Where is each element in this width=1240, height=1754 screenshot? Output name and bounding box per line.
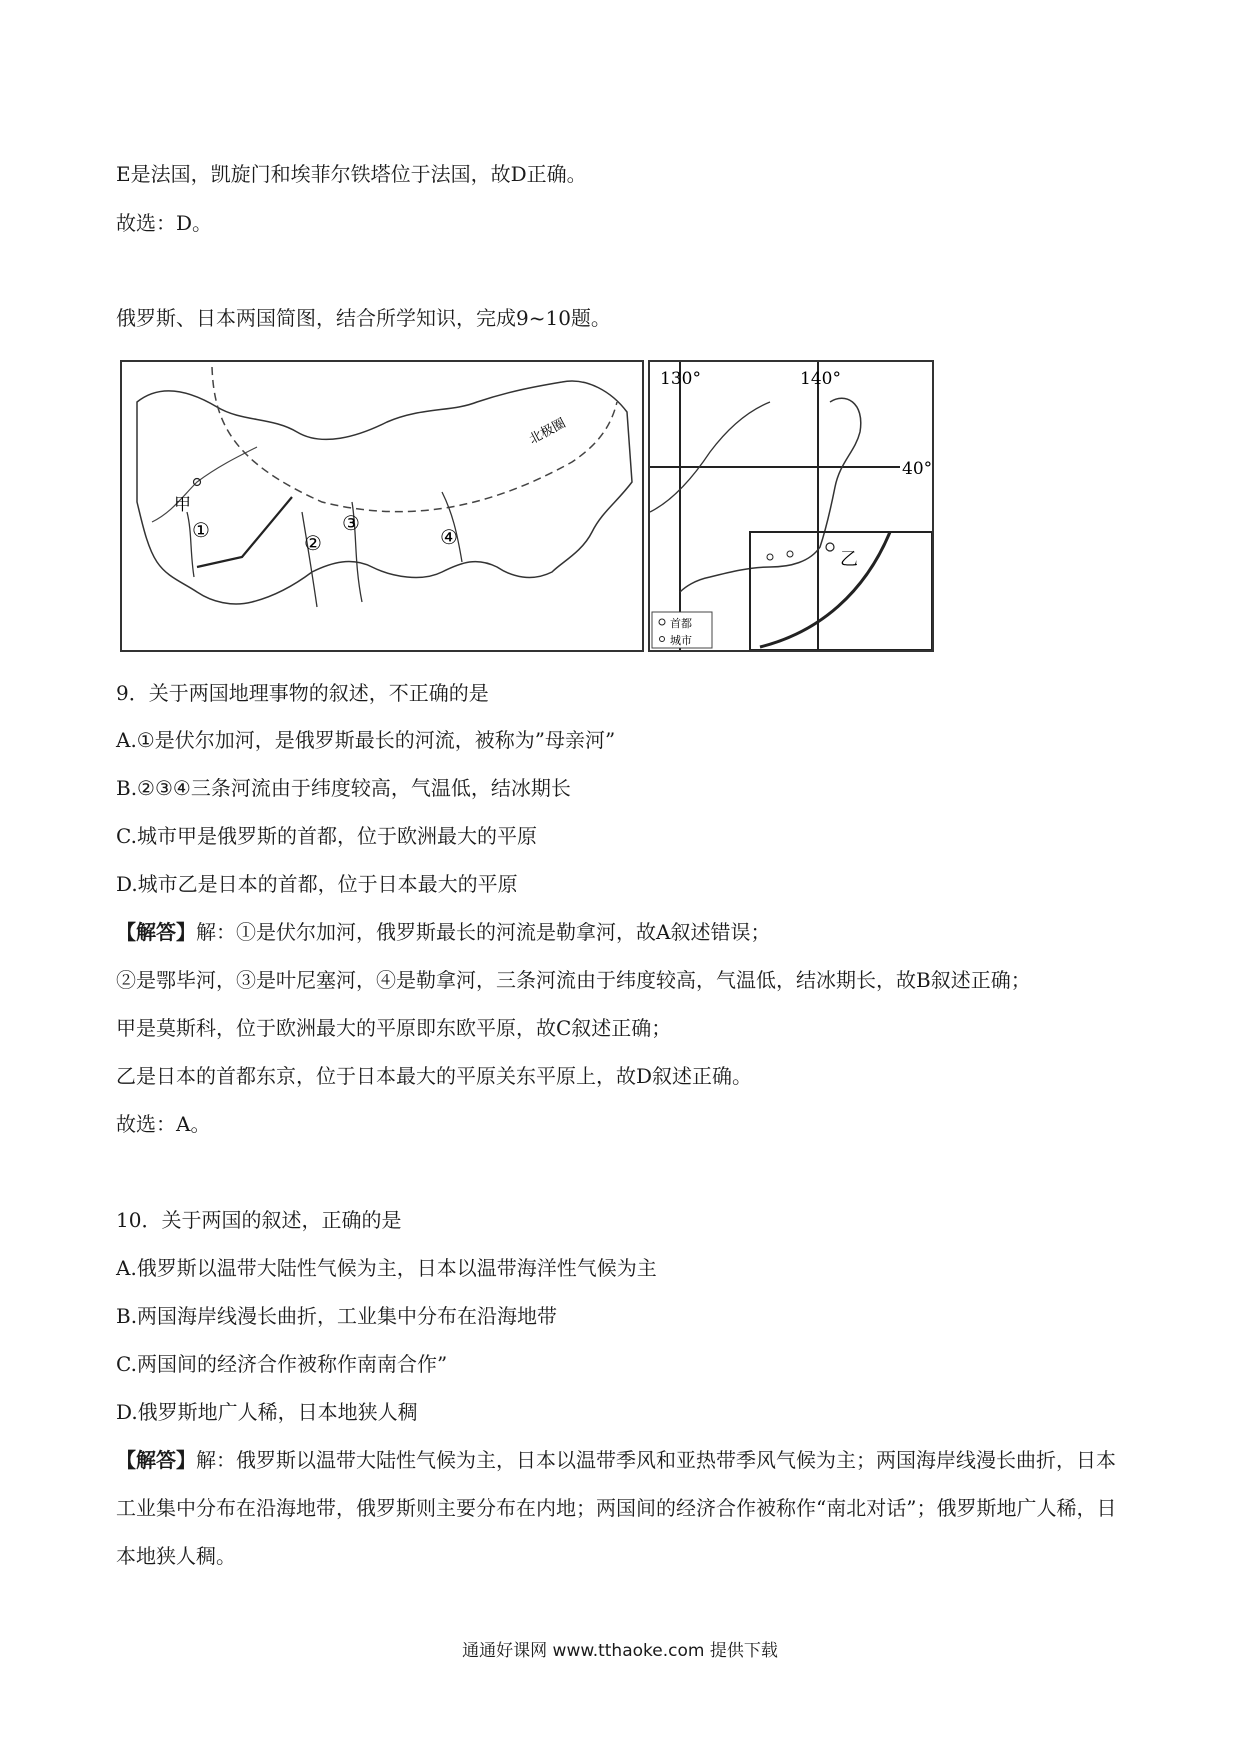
japan-map-drawing [650,362,932,650]
city-marker [787,551,793,557]
lat-40-label: 40° [902,459,932,479]
previous-choice: 故选：D。 [116,211,213,235]
answer-tag: 【解答】 [116,920,196,944]
q9-answer-line-3: 甲是莫斯科，位于欧洲最大的平原即东欧平原，故C叙述正确； [116,1016,672,1040]
q9-answer-line-1: 解：①是伏尔加河，俄罗斯最长的河流是勒拿河，故A叙述错误； [196,920,771,944]
page-footer: 通通好课网 www.tthaoke.com 提供下载 [462,1641,778,1661]
mainland-coast [650,402,770,512]
questions-intro: 俄罗斯、日本两国简图，结合所学知识，完成9~10题。 [116,306,611,330]
q9-stem: 9．关于两国地理事物的叙述，不正确的是 [116,681,489,705]
q9-answer-line-2: ②是鄂毕河，③是叶尼塞河，④是勒拿河，三条河流由于纬度较高，气温低，结冰期长，故B叙述正确； [116,968,1031,992]
city-yi-label: 乙 [840,549,858,570]
q10-option-b: B.两国海岸线漫长曲折，工业集中分布在沿海地带 [116,1304,558,1328]
q9-answer-line-4: 乙是日本的首都东京，位于日本最大的平原关东平原上，故D叙述正确。 [116,1064,753,1088]
russia-outline [137,381,632,604]
q9-option-c: C.城市甲是俄罗斯的首都，位于欧洲最大的平原 [116,824,537,848]
river-marker-3: ③ [342,511,360,535]
river-marker-1: ① [192,518,210,542]
q10-option-d: D.俄罗斯地广人稀，日本地狭人稠 [116,1400,418,1424]
railway-line [197,497,292,567]
city-marker [767,554,773,560]
q10-answer-text: 解：俄罗斯以温带大陆性气候为主，日本以温带季风和亚热带季风气候为主；两国海岸线漫长曲折，日本工业集中分布在沿海地带，俄罗斯则主要分布在内地；两国间的经济合作被称作“南北对话”；俄罗斯地广人稀，日本地狭人稠。 [116,1448,1117,1568]
inset-arc [760,532,890,647]
river-marker-4: ④ [440,525,458,549]
japan-map [648,360,934,652]
q9-option-d: D.城市乙是日本的首都，位于日本最大的平原 [116,872,518,896]
q10-option-c: C.两国间的经济合作被称作南南合作” [116,1352,448,1376]
city-jia-label: 甲 [174,495,191,515]
q9-option-a: A.①是伏尔加河，是俄罗斯最长的河流，被称为”母亲河” [116,728,616,752]
q9-option-b: B.②③④三条河流由于纬度较高，气温低，结冰期长 [116,776,571,800]
previous-answer-line: E是法国，凯旋门和埃菲尔铁塔位于法国，故D正确。 [116,162,587,186]
russia-map [120,360,644,652]
river-marker-2: ② [304,531,322,555]
city-yi-marker [826,543,834,551]
river-ob [302,512,317,607]
arctic-circle-label: 北极圈 [526,415,569,448]
q10-answer [116,1436,1126,1580]
border-line [152,447,257,522]
q9-answer [116,919,770,945]
lon-130-label: 130° [660,369,701,389]
q10-stem: 10．关于两国的叙述，正确的是 [116,1208,402,1232]
arctic-circle-line [212,367,617,512]
answer-tag: 【解答】 [116,1448,196,1472]
q9-choice: 故选：A。 [116,1112,211,1136]
q10-option-a: A.俄罗斯以温带大陆性气候为主，日本以温带海洋性气候为主 [116,1256,657,1280]
legend-capital-label: 首都 [670,617,692,630]
lon-140-label: 140° [800,369,841,389]
russia-map-drawing [122,362,642,650]
legend-city-label: 城市 [670,634,692,647]
japan-outline [680,398,861,592]
